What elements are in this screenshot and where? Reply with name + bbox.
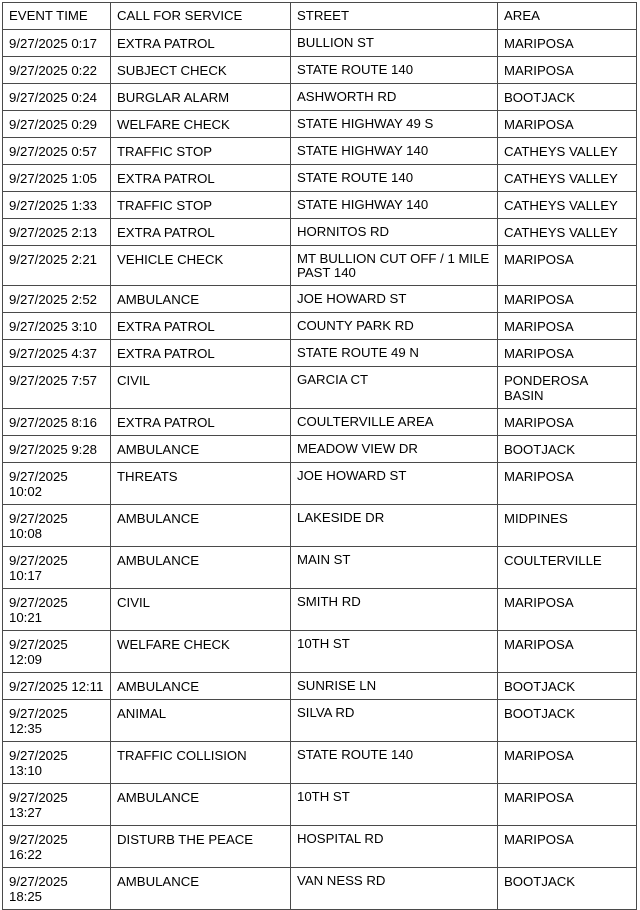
- street-cell: LAKESIDE DR: [291, 505, 498, 547]
- call-for-service-cell: TRAFFIC STOP: [111, 138, 291, 165]
- header-event-time: EVENT TIME: [3, 3, 111, 30]
- call-for-service-cell: AMBULANCE: [111, 547, 291, 589]
- call-for-service-cell: WELFARE CHECK: [111, 631, 291, 673]
- call-for-service-cell: SUBJECT CHECK: [111, 57, 291, 84]
- event-time-cell: 9/27/2025 18:25: [3, 868, 111, 910]
- event-time-cell: 9/27/2025 0:29: [3, 111, 111, 138]
- call-for-service-cell: TRAFFIC STOP: [111, 192, 291, 219]
- call-for-service-cell: CIVIL: [111, 589, 291, 631]
- event-time-cell: 9/27/2025 10:08: [3, 505, 111, 547]
- call-for-service-cell: EXTRA PATROL: [111, 340, 291, 367]
- event-time-cell: 9/27/2025 2:52: [3, 286, 111, 313]
- call-for-service-cell: AMBULANCE: [111, 673, 291, 700]
- event-time-cell: 9/27/2025 12:09: [3, 631, 111, 673]
- area-cell: BOOTJACK: [498, 868, 637, 910]
- table-row: [3, 286, 637, 313]
- call-for-service-cell: EXTRA PATROL: [111, 313, 291, 340]
- street-cell: GARCIA CT: [291, 367, 498, 409]
- area-cell: MARIPOSA: [498, 589, 637, 631]
- table-row: [3, 826, 637, 868]
- event-time-cell: 9/27/2025 10:02: [3, 463, 111, 505]
- table-row: [3, 700, 637, 742]
- event-time-cell: 9/27/2025 2:13: [3, 219, 111, 246]
- street-cell: SUNRISE LN: [291, 673, 498, 700]
- table-row: [3, 547, 637, 589]
- table-row: [3, 30, 637, 57]
- table-body: [3, 30, 637, 910]
- street-cell: STATE HIGHWAY 49 S: [291, 111, 498, 138]
- table-row: [3, 673, 637, 700]
- area-cell: CATHEYS VALLEY: [498, 165, 637, 192]
- event-time-cell: 9/27/2025 8:16: [3, 409, 111, 436]
- table-row: [3, 313, 637, 340]
- area-cell: CATHEYS VALLEY: [498, 192, 637, 219]
- street-cell: JOE HOWARD ST: [291, 286, 498, 313]
- area-cell: MARIPOSA: [498, 409, 637, 436]
- event-time-cell: 9/27/2025 3:10: [3, 313, 111, 340]
- area-cell: MARIPOSA: [498, 246, 637, 286]
- table-row: [3, 246, 637, 286]
- table-row: [3, 868, 637, 910]
- call-for-service-cell: THREATS: [111, 463, 291, 505]
- street-cell: STATE ROUTE 140: [291, 742, 498, 784]
- event-time-cell: 9/27/2025 0:57: [3, 138, 111, 165]
- event-time-cell: 9/27/2025 12:11: [3, 673, 111, 700]
- area-cell: MIDPINES: [498, 505, 637, 547]
- table-row: [3, 367, 637, 409]
- table-row: [3, 505, 637, 547]
- table-row: [3, 57, 637, 84]
- call-for-service-cell: AMBULANCE: [111, 784, 291, 826]
- area-cell: MARIPOSA: [498, 340, 637, 367]
- area-cell: PONDEROSA BASIN: [498, 367, 637, 409]
- street-cell: SMITH RD: [291, 589, 498, 631]
- event-time-cell: 9/27/2025 4:37: [3, 340, 111, 367]
- area-cell: BOOTJACK: [498, 84, 637, 111]
- table-header: [3, 3, 637, 30]
- header-area: AREA: [498, 3, 637, 30]
- event-time-cell: 9/27/2025 9:28: [3, 436, 111, 463]
- area-cell: BOOTJACK: [498, 700, 637, 742]
- street-cell: STATE HIGHWAY 140: [291, 192, 498, 219]
- table-row: [3, 340, 637, 367]
- table-row: [3, 192, 637, 219]
- event-time-cell: 9/27/2025 10:17: [3, 547, 111, 589]
- event-time-cell: 9/27/2025 0:17: [3, 30, 111, 57]
- street-cell: MT BULLION CUT OFF / 1 MILE PAST 140: [291, 246, 498, 286]
- call-for-service-cell: EXTRA PATROL: [111, 409, 291, 436]
- event-time-cell: 9/27/2025 0:24: [3, 84, 111, 111]
- street-cell: MEADOW VIEW DR: [291, 436, 498, 463]
- area-cell: MARIPOSA: [498, 57, 637, 84]
- area-cell: COULTERVILLE: [498, 547, 637, 589]
- call-for-service-cell: EXTRA PATROL: [111, 219, 291, 246]
- event-time-cell: 9/27/2025 0:22: [3, 57, 111, 84]
- call-for-service-cell: AMBULANCE: [111, 286, 291, 313]
- street-cell: SILVA RD: [291, 700, 498, 742]
- event-time-cell: 9/27/2025 1:05: [3, 165, 111, 192]
- table-row: [3, 742, 637, 784]
- call-for-service-cell: VEHICLE CHECK: [111, 246, 291, 286]
- table-row: [3, 784, 637, 826]
- call-for-service-cell: TRAFFIC COLLISION: [111, 742, 291, 784]
- street-cell: STATE ROUTE 49 N: [291, 340, 498, 367]
- street-cell: BULLION ST: [291, 30, 498, 57]
- call-for-service-cell: AMBULANCE: [111, 505, 291, 547]
- call-for-service-cell: CIVIL: [111, 367, 291, 409]
- event-time-cell: 9/27/2025 16:22: [3, 826, 111, 868]
- table-row: [3, 589, 637, 631]
- area-cell: MARIPOSA: [498, 111, 637, 138]
- street-cell: COULTERVILLE AREA: [291, 409, 498, 436]
- street-cell: ASHWORTH RD: [291, 84, 498, 111]
- street-cell: JOE HOWARD ST: [291, 463, 498, 505]
- street-cell: 10TH ST: [291, 784, 498, 826]
- street-cell: VAN NESS RD: [291, 868, 498, 910]
- event-time-cell: 9/27/2025 7:57: [3, 367, 111, 409]
- area-cell: BOOTJACK: [498, 673, 637, 700]
- street-cell: HOSPITAL RD: [291, 826, 498, 868]
- street-cell: STATE ROUTE 140: [291, 165, 498, 192]
- street-cell: STATE ROUTE 140: [291, 57, 498, 84]
- table-row: [3, 219, 637, 246]
- area-cell: CATHEYS VALLEY: [498, 138, 637, 165]
- header-call-for-service: CALL FOR SERVICE: [111, 3, 291, 30]
- area-cell: MARIPOSA: [498, 463, 637, 505]
- header-row: [3, 3, 637, 30]
- header-street: STREET: [291, 3, 498, 30]
- event-time-cell: 9/27/2025 2:21: [3, 246, 111, 286]
- table-row: [3, 436, 637, 463]
- event-time-cell: 9/27/2025 10:21: [3, 589, 111, 631]
- call-for-service-cell: BURGLAR ALARM: [111, 84, 291, 111]
- call-for-service-cell: AMBULANCE: [111, 868, 291, 910]
- event-time-cell: 9/27/2025 13:27: [3, 784, 111, 826]
- area-cell: MARIPOSA: [498, 784, 637, 826]
- call-for-service-cell: ANIMAL: [111, 700, 291, 742]
- area-cell: MARIPOSA: [498, 742, 637, 784]
- call-for-service-cell: EXTRA PATROL: [111, 165, 291, 192]
- street-cell: 10TH ST: [291, 631, 498, 673]
- street-cell: STATE HIGHWAY 140: [291, 138, 498, 165]
- call-for-service-cell: EXTRA PATROL: [111, 30, 291, 57]
- call-log-table: [2, 2, 637, 910]
- call-for-service-cell: DISTURB THE PEACE: [111, 826, 291, 868]
- table-row: [3, 165, 637, 192]
- table-row: [3, 631, 637, 673]
- event-time-cell: 9/27/2025 1:33: [3, 192, 111, 219]
- area-cell: MARIPOSA: [498, 631, 637, 673]
- call-for-service-cell: AMBULANCE: [111, 436, 291, 463]
- area-cell: MARIPOSA: [498, 30, 637, 57]
- area-cell: MARIPOSA: [498, 826, 637, 868]
- call-for-service-cell: WELFARE CHECK: [111, 111, 291, 138]
- street-cell: COUNTY PARK RD: [291, 313, 498, 340]
- area-cell: MARIPOSA: [498, 286, 637, 313]
- event-time-cell: 9/27/2025 13:10: [3, 742, 111, 784]
- street-cell: HORNITOS RD: [291, 219, 498, 246]
- table-row: [3, 409, 637, 436]
- table-row: [3, 84, 637, 111]
- table-row: [3, 138, 637, 165]
- street-cell: MAIN ST: [291, 547, 498, 589]
- table-row: [3, 111, 637, 138]
- event-time-cell: 9/27/2025 12:35: [3, 700, 111, 742]
- area-cell: MARIPOSA: [498, 313, 637, 340]
- table-row: [3, 463, 637, 505]
- area-cell: CATHEYS VALLEY: [498, 219, 637, 246]
- area-cell: BOOTJACK: [498, 436, 637, 463]
